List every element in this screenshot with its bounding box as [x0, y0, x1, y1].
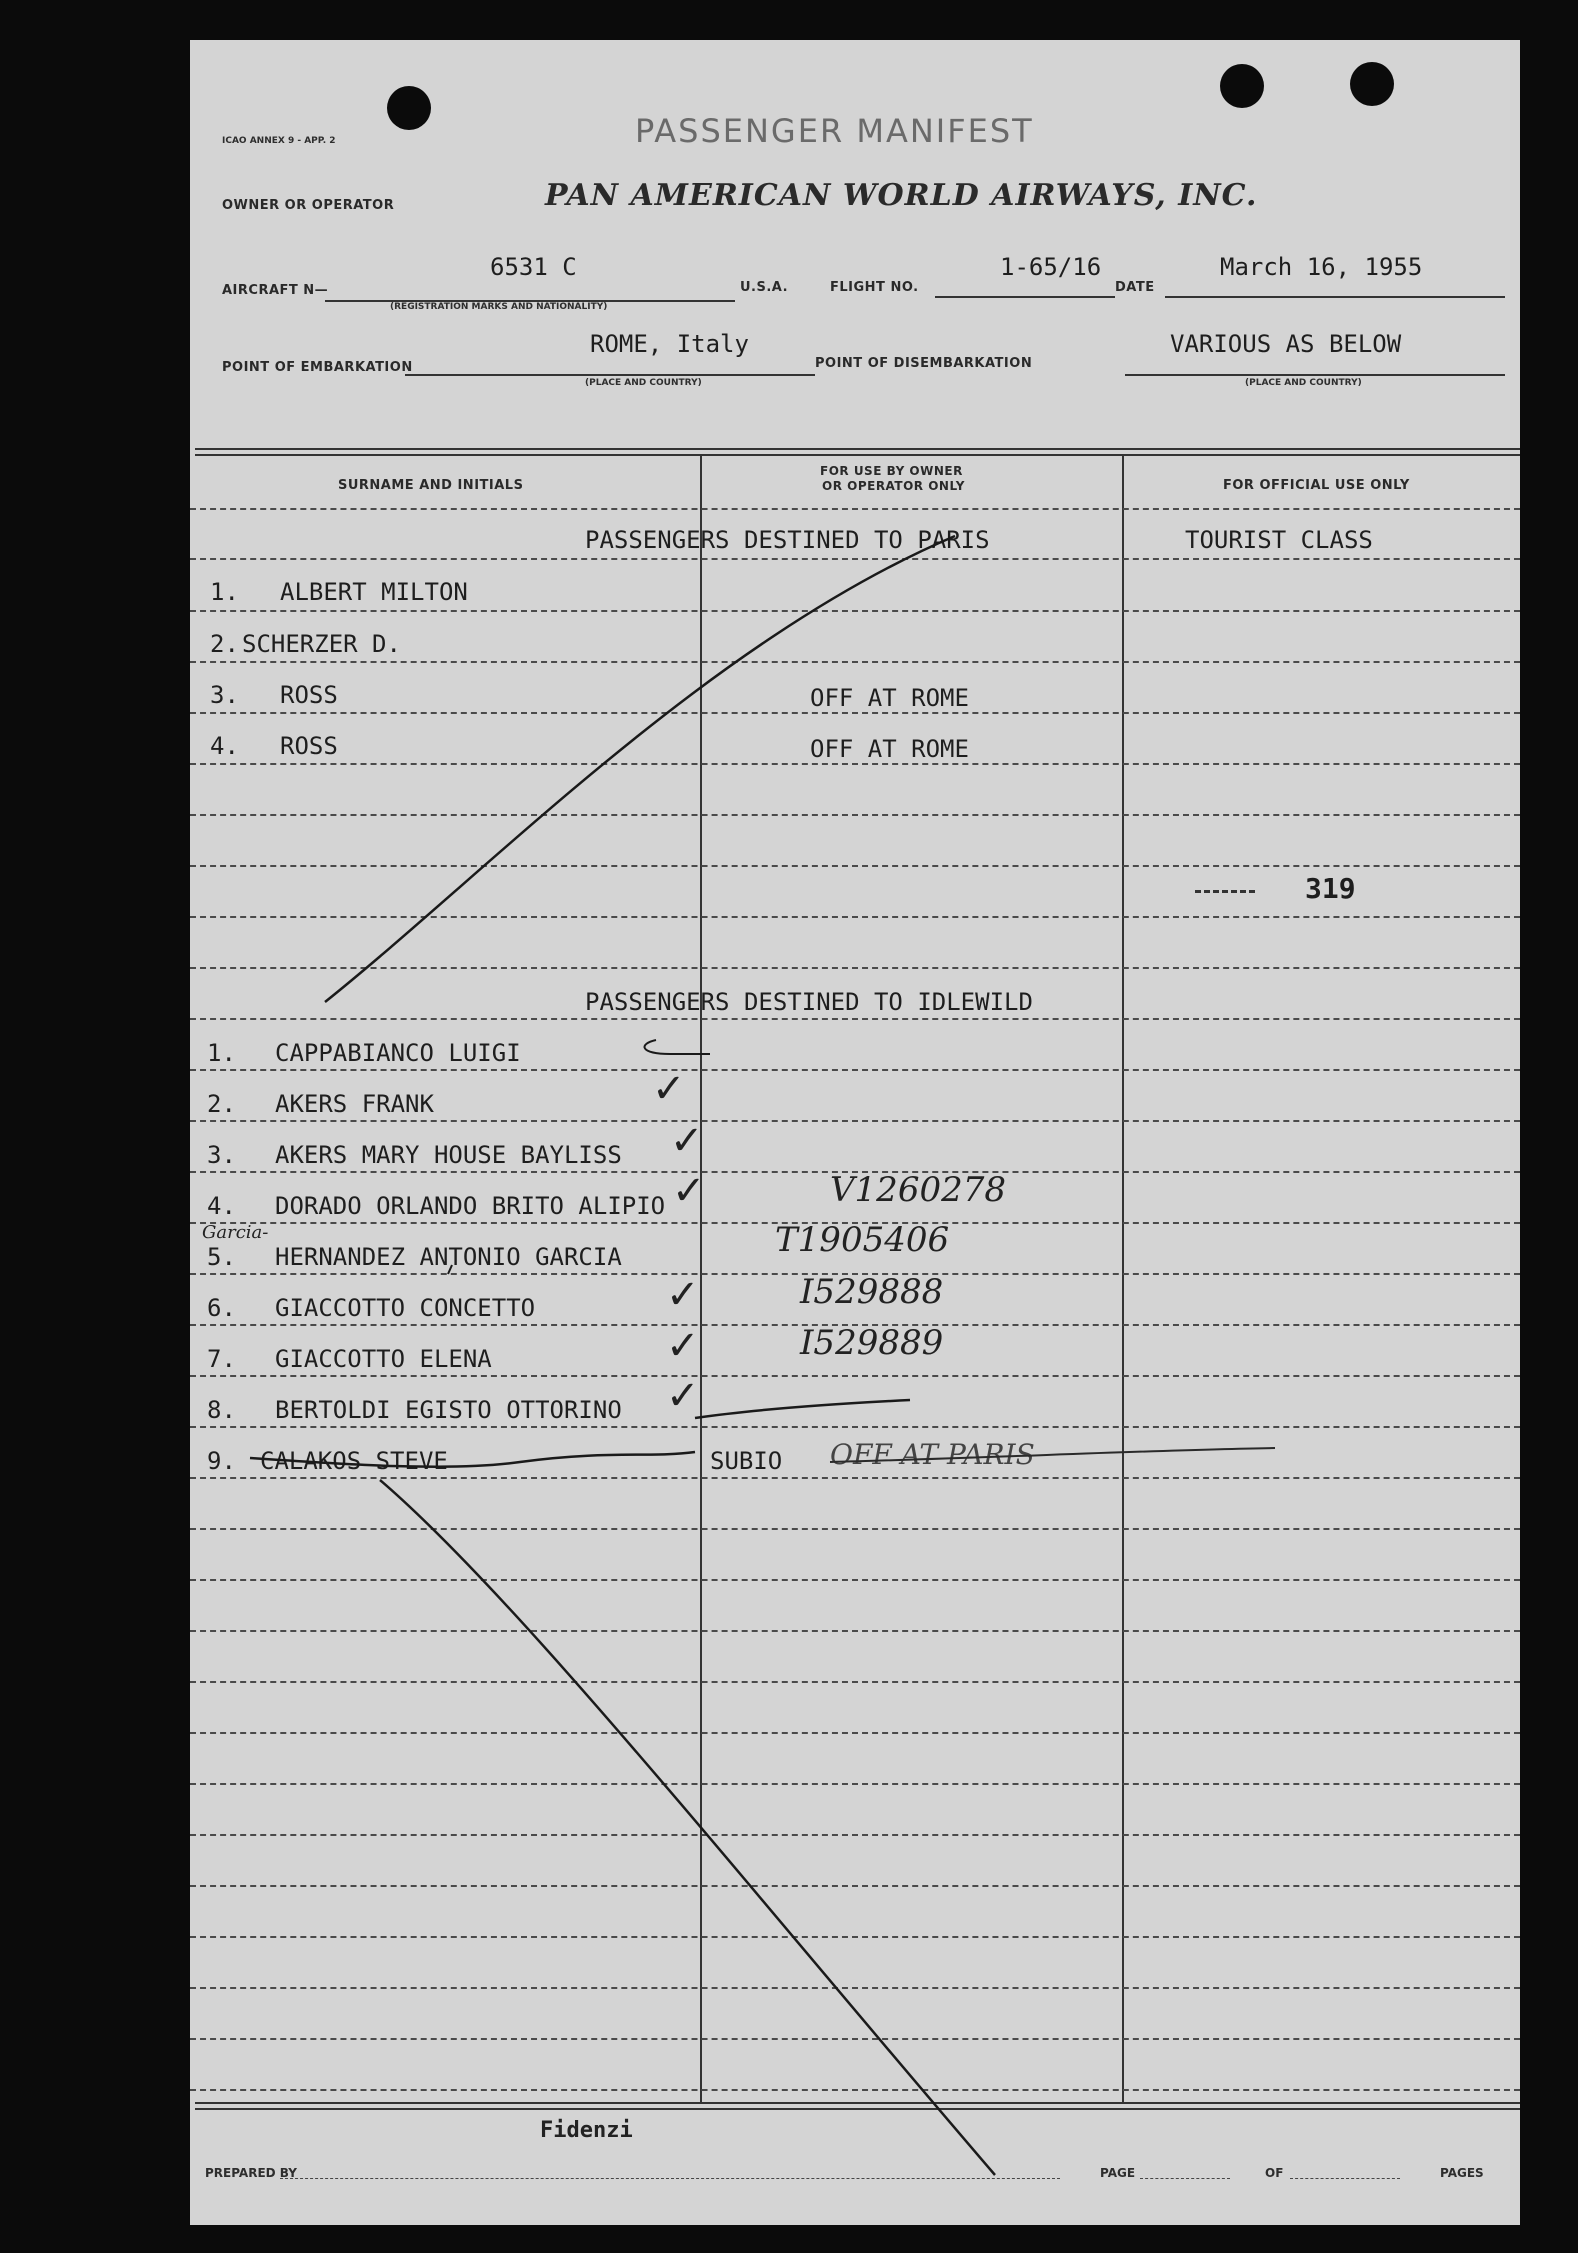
date-label: DATE — [1115, 280, 1155, 295]
idlewild-row-8-name: BERTOLDI EGISTO OTTORINO — [275, 1396, 622, 1424]
paris-row-1-num: 1. — [210, 578, 239, 606]
owner-label: OWNER OR OPERATOR — [222, 198, 395, 213]
idlewild-row-3-num: 3. — [207, 1141, 236, 1169]
page-title: PASSENGER MANIFEST — [635, 112, 1034, 150]
page-line — [1140, 2178, 1230, 2179]
check-icon: ✓ — [672, 1168, 706, 1214]
section-heading-idlewild: PASSENGERS DESTINED TO IDLEWILD — [585, 988, 1033, 1016]
idlewild-row-7-num: 7. — [207, 1345, 236, 1373]
idlewild-row-9-num: 9. — [207, 1447, 236, 1475]
tourist-class: TOURIST CLASS — [1185, 526, 1373, 554]
of-label: OF — [1265, 2166, 1284, 2180]
column-header-official-use: FOR OFFICIAL USE ONLY — [1223, 478, 1410, 493]
paris-row-3-note: OFF AT ROME — [810, 684, 969, 712]
row-1-check-curl — [644, 1040, 710, 1054]
check-icon: ✓ — [666, 1323, 700, 1369]
idlewild-row-9-name: CALAKOS STEVE — [260, 1447, 448, 1475]
paris-row-4-name: ROSS — [280, 732, 338, 760]
date-value: March 16, 1955 — [1220, 253, 1423, 281]
official-stamp-number: 319 — [1305, 872, 1356, 905]
nationality: U.S.A. — [740, 280, 789, 295]
idlewild-row-4-name: DORADO ORLANDO BRITO ALIPIO — [275, 1192, 666, 1220]
idlewild-row-7-handwritten: I529889 — [800, 1323, 944, 1363]
form-code: ICAO ANNEX 9 - APP. 2 — [222, 136, 336, 146]
aircraft-value: 6531 C — [490, 253, 577, 281]
idlewild-row-2-num: 2. — [207, 1090, 236, 1118]
paris-row-3-num: 3. — [210, 681, 239, 709]
row-9-struck-note: OFF AT PARIS — [830, 1438, 1035, 1471]
idlewild-row-6-name: GIACCOTTO CONCETTO — [275, 1294, 536, 1322]
row-5-tick — [448, 1265, 452, 1274]
paris-row-2-num: 2. — [210, 630, 239, 658]
row-9-note-strike — [830, 1448, 1275, 1462]
paris-section-cancel-stroke — [325, 536, 955, 1002]
idlewild-section-cancel-stroke — [380, 1480, 995, 2175]
flight-label: FLIGHT NO. — [830, 280, 919, 295]
idlewild-row-4-num: 4. — [207, 1192, 236, 1220]
column-header-surname: SURNAME AND INITIALS — [338, 478, 524, 493]
operator-name: PAN AMERICAN WORLD AIRWAYS, INC. — [545, 178, 1258, 213]
row-8-underline — [695, 1400, 910, 1418]
idlewild-row-4-handwritten: V1260278 — [830, 1170, 1006, 1210]
idlewild-row-5-handwritten: T1905406 — [775, 1220, 950, 1260]
idlewild-row-1-name: CAPPABIANCO LUIGI — [275, 1039, 521, 1067]
idlewild-row-2-name: AKERS FRANK — [275, 1090, 434, 1118]
idlewild-row-5-num: 5. — [207, 1243, 236, 1271]
registration-caption: (REGISTRATION MARKS AND NATIONALITY) — [390, 302, 608, 312]
embarkation-caption: (PLACE AND COUNTRY) — [585, 378, 702, 388]
row-5-annotation: Garcia- — [202, 1222, 269, 1243]
idlewild-row-5-name: HERNANDEZ ANTONIO GARCIA — [275, 1243, 622, 1271]
idlewild-row-7-name: GIACCOTTO ELENA — [275, 1345, 492, 1373]
disembarkation-value: VARIOUS AS BELOW — [1170, 330, 1402, 358]
of-line — [1290, 2178, 1400, 2179]
idlewild-row-6-handwritten: I529888 — [800, 1272, 944, 1312]
column-header-owner-use-1: FOR USE BY OWNER — [820, 464, 963, 478]
check-icon: ✓ — [666, 1272, 700, 1318]
prepared-by-label: PREPARED BY — [205, 2166, 297, 2180]
page-label: PAGE — [1100, 2166, 1136, 2180]
idlewild-row-3-name: AKERS MARY HOUSE BAYLISS — [275, 1141, 622, 1169]
disembarkation-caption: (PLACE AND COUNTRY) — [1245, 378, 1362, 388]
signature: Fidenzi — [540, 2118, 633, 2143]
section-heading-paris: PASSENGERS DESTINED TO PARIS — [585, 526, 990, 554]
row-9-owner-note: SUBIO — [710, 1447, 783, 1475]
aircraft-label: AIRCRAFT N— — [222, 283, 329, 298]
idlewild-row-1-num: 1. — [207, 1039, 236, 1067]
flight-value: 1-65/16 — [1000, 253, 1102, 281]
column-header-owner-use-2: OR OPERATOR ONLY — [822, 479, 965, 493]
idlewild-row-8-num: 8. — [207, 1396, 236, 1424]
check-icon: ✓ — [670, 1118, 704, 1164]
paris-row-1-name: ALBERT MILTON — [280, 578, 468, 606]
disembarkation-label: POINT OF DISEMBARKATION — [815, 356, 1033, 371]
idlewild-row-6-num: 6. — [207, 1294, 236, 1322]
paris-row-2-name: SCHERZER D. — [242, 630, 401, 658]
prepared-by-line — [280, 2178, 1060, 2179]
check-icon: ✓ — [652, 1066, 686, 1112]
paris-row-3-name: ROSS — [280, 681, 338, 709]
row-9-strike — [250, 1452, 695, 1467]
paris-row-4-note: OFF AT ROME — [810, 735, 969, 763]
check-icon: ✓ — [666, 1373, 700, 1419]
embarkation-label: POINT OF EMBARKATION — [222, 360, 413, 375]
pages-label: PAGES — [1440, 2166, 1484, 2180]
embarkation-value: ROME, Italy — [590, 330, 749, 358]
manifest-sheet — [190, 40, 1520, 2225]
pen-strokes — [190, 40, 1520, 2225]
paris-row-4-num: 4. — [210, 732, 239, 760]
